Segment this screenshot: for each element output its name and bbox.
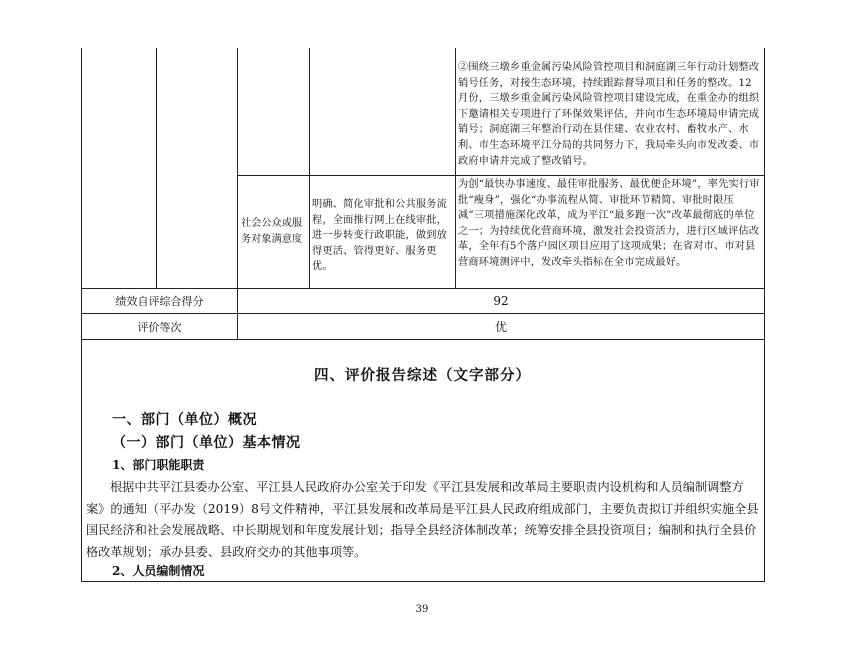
section-title: 四、评价报告综述（文字部分） (314, 367, 531, 384)
row-divider-1 (237, 175, 765, 176)
column-divider-1 (156, 48, 157, 288)
pollution-control-cell: ②围绕三墩乡重金属污染风险管控项目和洞庭湖三年行动计划整改销号任务，对接生态环境，持续跟踪督导项目和任务的整改。12月份，三墩乡重金属污染风险管控项目建设完成，在重金办的组织下邀请相关专项进行了环保效果评估，并向市生态环境局申请完成销号；洞庭湖三年整治行动在县住建、农业农村、畜牧水产、水利、市生态环境平江分局的共同努力下，我局牵头向市发改委、市政府申请并完成了整改销号。 (458, 62, 760, 167)
heading-functions: 1、部门职能职责 (112, 458, 205, 472)
table-border-bottom (81, 581, 765, 582)
score-label-cell (82, 289, 237, 313)
heading-department-overview: 一、部门（单位）概况 (112, 412, 257, 428)
satisfaction-target-cell (312, 197, 453, 275)
satisfaction-label: 社会公众或服务对象满意度 (241, 218, 303, 245)
grade-label: 评价等次 (137, 320, 182, 334)
satisfaction-result: 为创“最快办事速度、最佳审批服务、最优便企环境”，率先实行审批“瘦身”，强化“办事流程从简、审批环节精简、审批时限压减”三项措施深化改革，成为平江“最多跑一次”改革最彻底的单位之一；为持续优化营商环境，激发社会投资活力，进行区域评估改革，全年有5个落户园区项目应用了这项成果；在省对市、市对县营商环境测评中，发改牵头指标在全市完成最好。 (458, 179, 760, 268)
column-divider-3 (309, 48, 310, 288)
functions-paragraph-text: 根据中共平江县委办公室、平江县人民政府办公室关于印发《平江县发展和改革局主要职责内设机构和人员编制调整方案》的通知（平办发（2019）8号文件精神，平江县发展和改革局是平江县人民政府组成部门，主要负责拟订并组织实施全县国民经济和社会发展战略、中长期规划和年度发展计划；指导全县经济体制改革；统筹安排全县投资项目；编制和执行全县价格改革规划；承办县委、县政府交办的其他事项等。 (86, 480, 759, 559)
column-divider-4 (455, 48, 456, 288)
page-number: 39 (415, 604, 429, 615)
table-border-right (764, 48, 765, 581)
score-value-cell (238, 289, 764, 313)
score-value: 92 (493, 294, 509, 308)
grade-value: 优 (494, 320, 507, 334)
heading-basic-info: （一）部门（单位）基本情况 (112, 435, 301, 451)
row-divider-4 (81, 339, 765, 340)
functions-paragraph (86, 477, 760, 563)
satisfaction-result-cell (458, 177, 760, 271)
score-label: 绩效自评综合得分 (115, 295, 204, 308)
heading-staffing: 2、人员编制情况 (112, 564, 205, 578)
satisfaction-target: 明确、简化审批和公共服务流程，全面推行网上在线审批，进一步转变行政职能，做到放得更活、管得更好、服务更优。 (312, 199, 448, 273)
grade-value-cell (238, 314, 764, 339)
grade-label-cell (82, 314, 237, 339)
satisfaction-label-cell (238, 176, 309, 288)
